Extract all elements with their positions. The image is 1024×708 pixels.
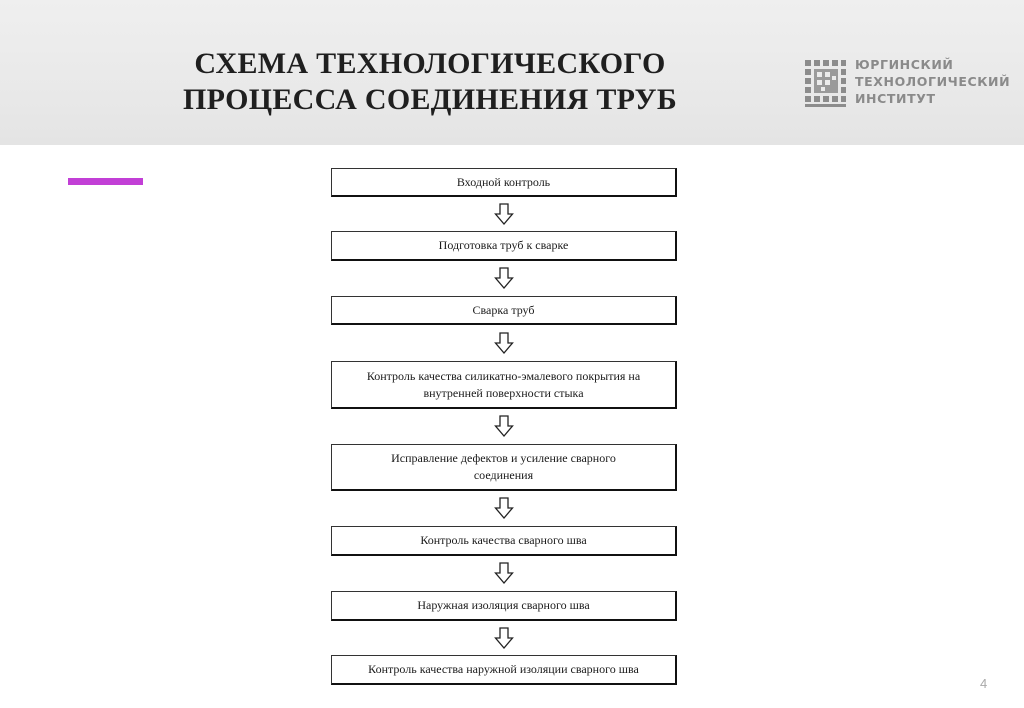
slide-title-line-2: ПРОЦЕССА СОЕДИНЕНИЯ ТРУБ xyxy=(183,83,677,116)
page-number: 4 xyxy=(980,676,988,691)
flow-step xyxy=(331,444,677,491)
flow-step-text-line: Исправление дефектов и усиление сварного xyxy=(391,451,616,465)
flow-step-text: Подготовка труб к сварке xyxy=(438,238,569,252)
down-arrow-icon xyxy=(494,562,514,584)
institute-logo xyxy=(803,56,1011,112)
flow-step-text: Сварка труб xyxy=(472,302,535,317)
flow-step xyxy=(331,361,677,409)
flow-step xyxy=(331,168,677,197)
flow-step-text xyxy=(391,450,616,484)
flow-step-text-line: внутренней поверхности стыка xyxy=(423,385,584,400)
flow-step-text: Контроль качества сварного шва xyxy=(420,533,587,547)
flow-step-text xyxy=(367,368,640,402)
flow-step xyxy=(331,591,677,621)
down-arrow-icon xyxy=(494,332,514,354)
flow-step-text: Наружная изоляция сварного шва xyxy=(417,598,590,612)
flow-step xyxy=(331,231,677,261)
logo-line-2: ТЕХНОЛОГИЧЕСКИЙ xyxy=(855,74,1011,89)
slide-title xyxy=(150,46,710,118)
flow-step xyxy=(331,526,677,556)
accent-bar xyxy=(68,178,143,185)
flow-step xyxy=(331,655,677,685)
flow-step xyxy=(331,296,677,325)
down-arrow-icon xyxy=(494,627,514,649)
down-arrow-icon xyxy=(494,203,514,225)
flow-step-text-line: соединения xyxy=(473,468,534,482)
flow-step-text: Входной контроль xyxy=(456,174,551,189)
institute-logo-text xyxy=(855,56,1010,107)
slide-header xyxy=(0,0,1024,145)
logo-line-1: ЮРГИНСКИЙ xyxy=(855,57,954,72)
logo-line-3: ИНСТИТУТ xyxy=(855,91,936,106)
down-arrow-icon xyxy=(494,267,514,289)
flow-step-text-line: Контроль качества силикатно-эмалевого покрытия на xyxy=(366,368,641,383)
down-arrow-icon xyxy=(494,415,514,437)
slide-title-line-1: СХЕМА ТЕХНОЛОГИЧЕСКОГО xyxy=(194,47,666,80)
institute-logo-icon xyxy=(803,58,847,108)
down-arrow-icon xyxy=(494,497,514,519)
flow-step-text: Контроль качества наружной изоляции сварного шва xyxy=(368,662,639,676)
